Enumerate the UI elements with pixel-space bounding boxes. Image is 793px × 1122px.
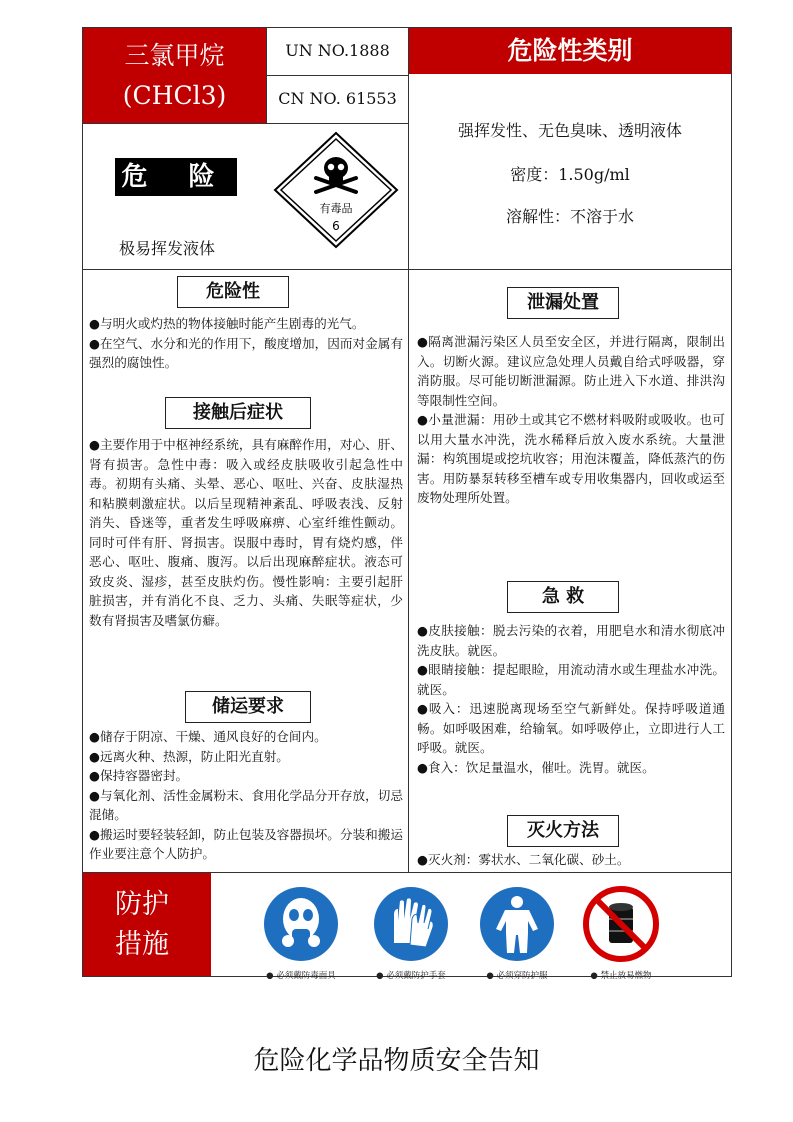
chemical-formula: (CHCl3)	[122, 81, 227, 110]
fire-section-text: ●灭火剂：雾状水、二氧化碳、砂土。	[417, 852, 630, 867]
volatility-note: 极易挥发液体	[119, 239, 216, 258]
cn-number: CN NO. 61553	[267, 76, 409, 124]
symptoms-section-title: 接触后症状	[165, 397, 311, 429]
hazard-section-text: ●与明火或灼热的物体接触时能产生剧毒的光气。 ●在空气、水分和光的作用下，酸度增加，因而对金属有强烈的腐蚀性。	[89, 316, 403, 370]
protective-suit-icon	[478, 885, 556, 963]
chemical-name: 三氯甲烷	[124, 41, 225, 70]
fire-section-title: 灭火方法	[507, 815, 619, 847]
ppe-label: 禁止放易燃物	[600, 971, 652, 981]
un-number: UN NO.1888	[267, 28, 409, 76]
footer-title: 危险化学品物质安全告知	[253, 1046, 540, 1076]
ppe-label: 必须戴防护手套	[386, 971, 446, 981]
danger-label-block	[83, 124, 409, 270]
gloves-icon	[372, 885, 450, 963]
first-aid-section-text: ●皮肤接触：脱去污染的衣着，用肥皂水和清水彻底冲洗皮肤。就医。 ●眼睛接触：提起眼睑，用流动清水或生理盐水冲洗。就医。 ●吸入：迅速脱离现场至空气新鲜处。保持呼吸道通畅。如呼吸困难，给输氧。如呼吸停止，立即进行人工呼吸。就医。 ●食入：饮足量温水，催吐。洗胃。就医。	[417, 623, 725, 775]
first-aid-section-title: 急 救	[507, 581, 619, 613]
category-title: 危险性类别	[409, 28, 731, 74]
leak-section-title: 泄漏处置	[507, 287, 619, 319]
properties-panel	[409, 74, 731, 270]
ppe-label: 必须戴防毒面具	[276, 971, 336, 981]
danger-badge: 危 险	[115, 158, 237, 196]
storage-section-title: 储运要求	[185, 691, 311, 723]
property-density: 密度：1.50g/ml	[510, 165, 630, 184]
toxic-hazard-diamond-icon	[271, 130, 401, 250]
hazard-section-title: 危险性	[177, 276, 289, 308]
protection-icons	[211, 872, 731, 981]
chemical-name-block	[83, 28, 267, 124]
protection-label	[83, 872, 211, 976]
leak-section-text: ●隔离泄漏污染区人员至安全区，并进行隔离，限制出入。切断火源。建议应急处理人员戴自给式呼吸器，穿消防服。尽可能切断泄漏源。防止进入下水道、排洪沟等限制性空间。 ●小量泄漏：用砂土或其它不燃材料吸附或吸收。也可以用大量水冲洗，洗水稀释后放入废水系统。大量泄漏：构筑围堤或挖坑收容；用泡沫覆盖，降低蒸汽的伤害。用防暴泵转移至槽车或专用收集器内，回收或运至废物处理所处置。	[417, 334, 725, 505]
ppe-item: ● 禁止放易燃物	[571, 885, 671, 981]
ppe-label: 必须穿防护服	[496, 971, 548, 981]
symptoms-section-text: ●主要作用于中枢神经系统，具有麻醉作用，对心、肝、肾有损害。急性中毒：吸入或经皮肤吸收引起急性中毒。初期有头痛、头晕、恶心、呕吐、兴奋、皮肤湿热和粘膜刺激症状。以后呈现精神紊乱、呼吸表浅、反射消失、昏迷等，重者发生呼吸麻痹、心室纤维性颤动。同时可伴有肝、肾损害。误服中毒时，胃有烧灼感，伴恶心、呕吐、腹痛、腹泻。以后出现麻醉症状。液态可致皮炎、湿疹，甚至皮肤灼伤。慢性影响：主要引起肝脏损害，并有消化不良、乏力、头痛、失眠等症状，少数有肾损害及嗜氯仿癖。	[89, 437, 403, 628]
no-flammables-icon	[582, 885, 660, 963]
property-solubility: 溶解性：不溶于水	[505, 207, 634, 226]
protection-label-line1: 防护	[115, 889, 169, 920]
ppe-item: ● 必须戴防毒面具	[251, 885, 351, 981]
sign-class: 6	[332, 219, 340, 233]
protection-label-line2: 措施	[115, 929, 169, 960]
ppe-item: ● 必须穿防护服	[467, 885, 567, 981]
storage-section-text: ●储存于阴凉、干燥、通风良好的仓间内。 ●远离火种、热源，防止阳光直射。 ●保持容器密封。 ●与氧化剂、活性金属粉末、食用化学品分开存放，切忌混储。 ●搬运时要轻装轻卸，防止包装及容器损坏。分装和搬运作业要注意个人防护。	[89, 729, 403, 861]
gas-mask-icon	[262, 885, 340, 963]
ppe-item: ● 必须戴防护手套	[361, 885, 461, 981]
left-column	[83, 270, 409, 872]
sign-text: 有毒品	[319, 202, 353, 215]
safety-sheet	[82, 27, 732, 981]
right-column	[409, 270, 731, 872]
property-description: 强挥发性、无色臭味、透明液体	[457, 121, 682, 140]
